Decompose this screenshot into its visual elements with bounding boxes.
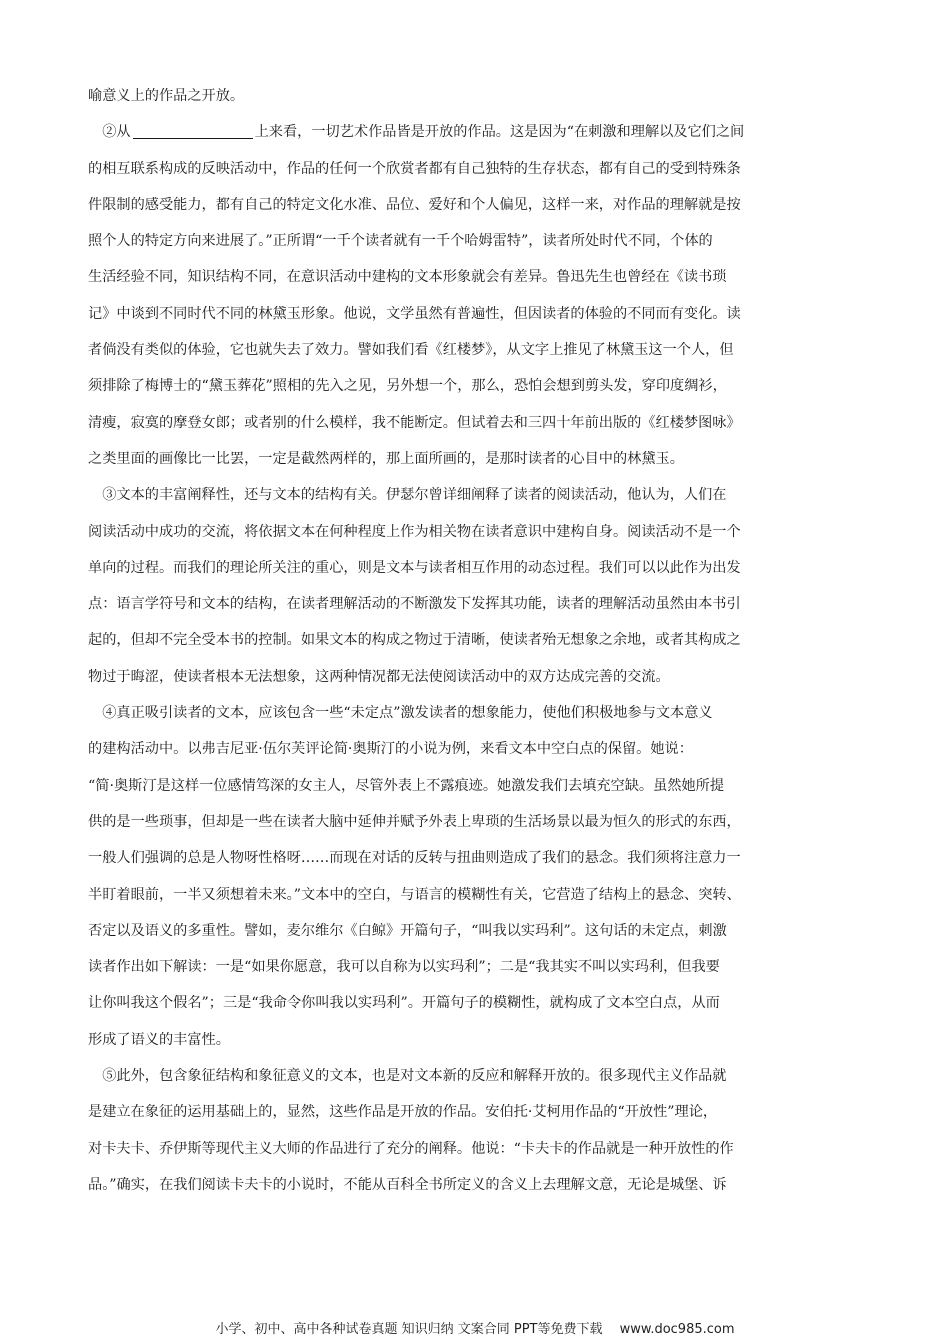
text-line: 的建构活动中。以弗吉尼亚·伍尔芙评论简·奥斯汀的小说为例，来看文本中空白点的保留。她说：	[88, 741, 693, 758]
text-line: 须排除了梅博士的“黛玉葬花”照相的先入之见，另外想一个，那么，恐怕会想到剪头发，穿印度绸衫，	[88, 378, 727, 395]
text-line: 照个人的特定方向来进展了。”正所谓“一千个读者就有一千个哈姆雷特”，读者所处时代不同，个体的	[88, 233, 713, 250]
text-line: 者倘没有类似的体验，它也就失去了效力。譬如我们看《红楼梦》，从文字上推见了林黛玉这一个人，但	[88, 342, 734, 359]
document-body	[88, 78, 860, 1203]
text-line-with-blank	[88, 114, 860, 150]
text-line: 供的是一些琐事，但却是一些在读者大脑中延伸并赋予外表上卑琐的生活场景以最为恒久的形式的东西，	[88, 813, 741, 830]
text-line: 清瘦，寂寞的摩登女郎；或者别的什么模样，我不能断定。但试着去和三四十年前出版的《红楼梦图咏》	[88, 414, 741, 431]
text-line: 件限制的感受能力，都有自己的特定文化水准、品位、爱好和个人偏见，这样一来，对作品的理解就是按	[88, 196, 741, 213]
text-line: 物过于晦涩，使读者根本无法想象，这两种情况都无法使阅读活动中的双方达成完善的交流。	[88, 668, 670, 685]
text-line: ④真正吸引读者的文本，应该包含一些“未定点”激发读者的想象能力，使他们积极地参与文本意义	[88, 705, 713, 722]
text-line: 之类里面的画像比一比罢，一定是截然两样的，那上面所画的，是那时读者的心目中的林黛玉。	[88, 450, 684, 467]
fill-in-blank	[133, 122, 253, 139]
text-line: 对卡夫卡、乔伊斯等现代主义大师的作品进行了充分的阐释。他说：“卡夫卡的作品就是一种开放性的作	[88, 1140, 734, 1157]
text-line: 让你叫我这个假名”；三是“我命令你叫我以实玛利”。开篇句子的模糊性，就构成了文本空白点，从而	[88, 995, 720, 1012]
text-line: ⑤此外，包含象征结构和象征意义的文本，也是对文本新的反应和解释开放的。很多现代主义作品就	[88, 1068, 727, 1085]
text-line: 一般人们强调的总是人物呀性格呀……而现在对话的反转与扭曲则造成了我们的悬念。我们须将注意力一	[88, 850, 741, 867]
text-line: 半盯着眼前，一半又须想着未来。”文本中的空白，与语言的模糊性有关，它营造了结构上的悬念、突转、	[88, 886, 741, 903]
text-line: 形成了语义的丰富性。	[88, 1031, 230, 1048]
text-line: 点：语言学符号和文本的结构，在读者理解活动的不断激发下发挥其功能，读者的理解活动虽然由本书引	[88, 596, 741, 613]
text-line: 单向的过程。而我们的理论所关注的重心，则是文本与读者相互作用的动态过程。我们可以以此作为出发	[88, 559, 741, 576]
text-line: 记》中谈到不同时代不同的林黛玉形象。他说，文学虽然有普遍性，但因读者的体验的不同而有变化。读	[88, 305, 741, 322]
text-line: 起的，但却不完全受本书的控制。如果文本的构成之物过于清晰，使读者殆无想象之余地，或者其构成之	[88, 632, 741, 649]
text-line: 阅读活动中成功的交流，将依据文本在何种程度上作为相关物在读者意识中建构自身。阅读活动不是一个	[88, 523, 741, 540]
text-line: 喻意义上的作品之开放。	[88, 88, 245, 104]
text-fragment: ②从	[88, 124, 131, 141]
text-line: 是建立在象征的运用基础上的，显然，这些作品是开放的作品。安伯托·艾柯用作品的“开放性”理论，	[88, 1104, 718, 1121]
text-line: “简·奥斯汀是这样一位感情笃深的女主人，尽管外表上不露痕迹。她激发我们去填充空缺。虽然她所提	[88, 777, 725, 794]
text-line: 的相互联系构成的反映活动中，作品的任何一个欣赏者都有自己独特的生存状态，都有自己的受到特殊条	[88, 160, 741, 177]
text-line: ③文本的丰富阐释性，还与文本的结构有关。伊瑟尔曾详细阐释了读者的阅读活动，他认为，人们在	[88, 487, 727, 504]
text-line: 读者作出如下解读：一是“如果你愿意，我可以自称为以实玛利”；二是“我其实不叫以实玛利，但我要	[88, 959, 720, 976]
text-line: 品。”确实，在我们阅读卡夫卡的小说时，不能从百科全书所定义的含义上去理解文意，无论是城堡、诉	[88, 1176, 727, 1193]
text-line: 生活经验不同，知识结构不同，在意识活动中建构的文本形象就会有差异。鲁迅先生也曾经在《读书琐	[88, 269, 727, 286]
page-footer: 小学、初中、高中各种试卷真题 知识归纳 文案合同 PPT等免费下载 www.doc985.com	[215, 1322, 735, 1337]
text-fragment: 上来看，一切艺术作品皆是开放的作品。这是因为“在刺激和理解以及它们之间	[254, 124, 745, 141]
text-line: 否定以及语义的多重性。譬如，麦尔维尔《白鲸》开篇句子，“叫我以实玛利”。这句话的未定点，刺激	[88, 922, 727, 939]
